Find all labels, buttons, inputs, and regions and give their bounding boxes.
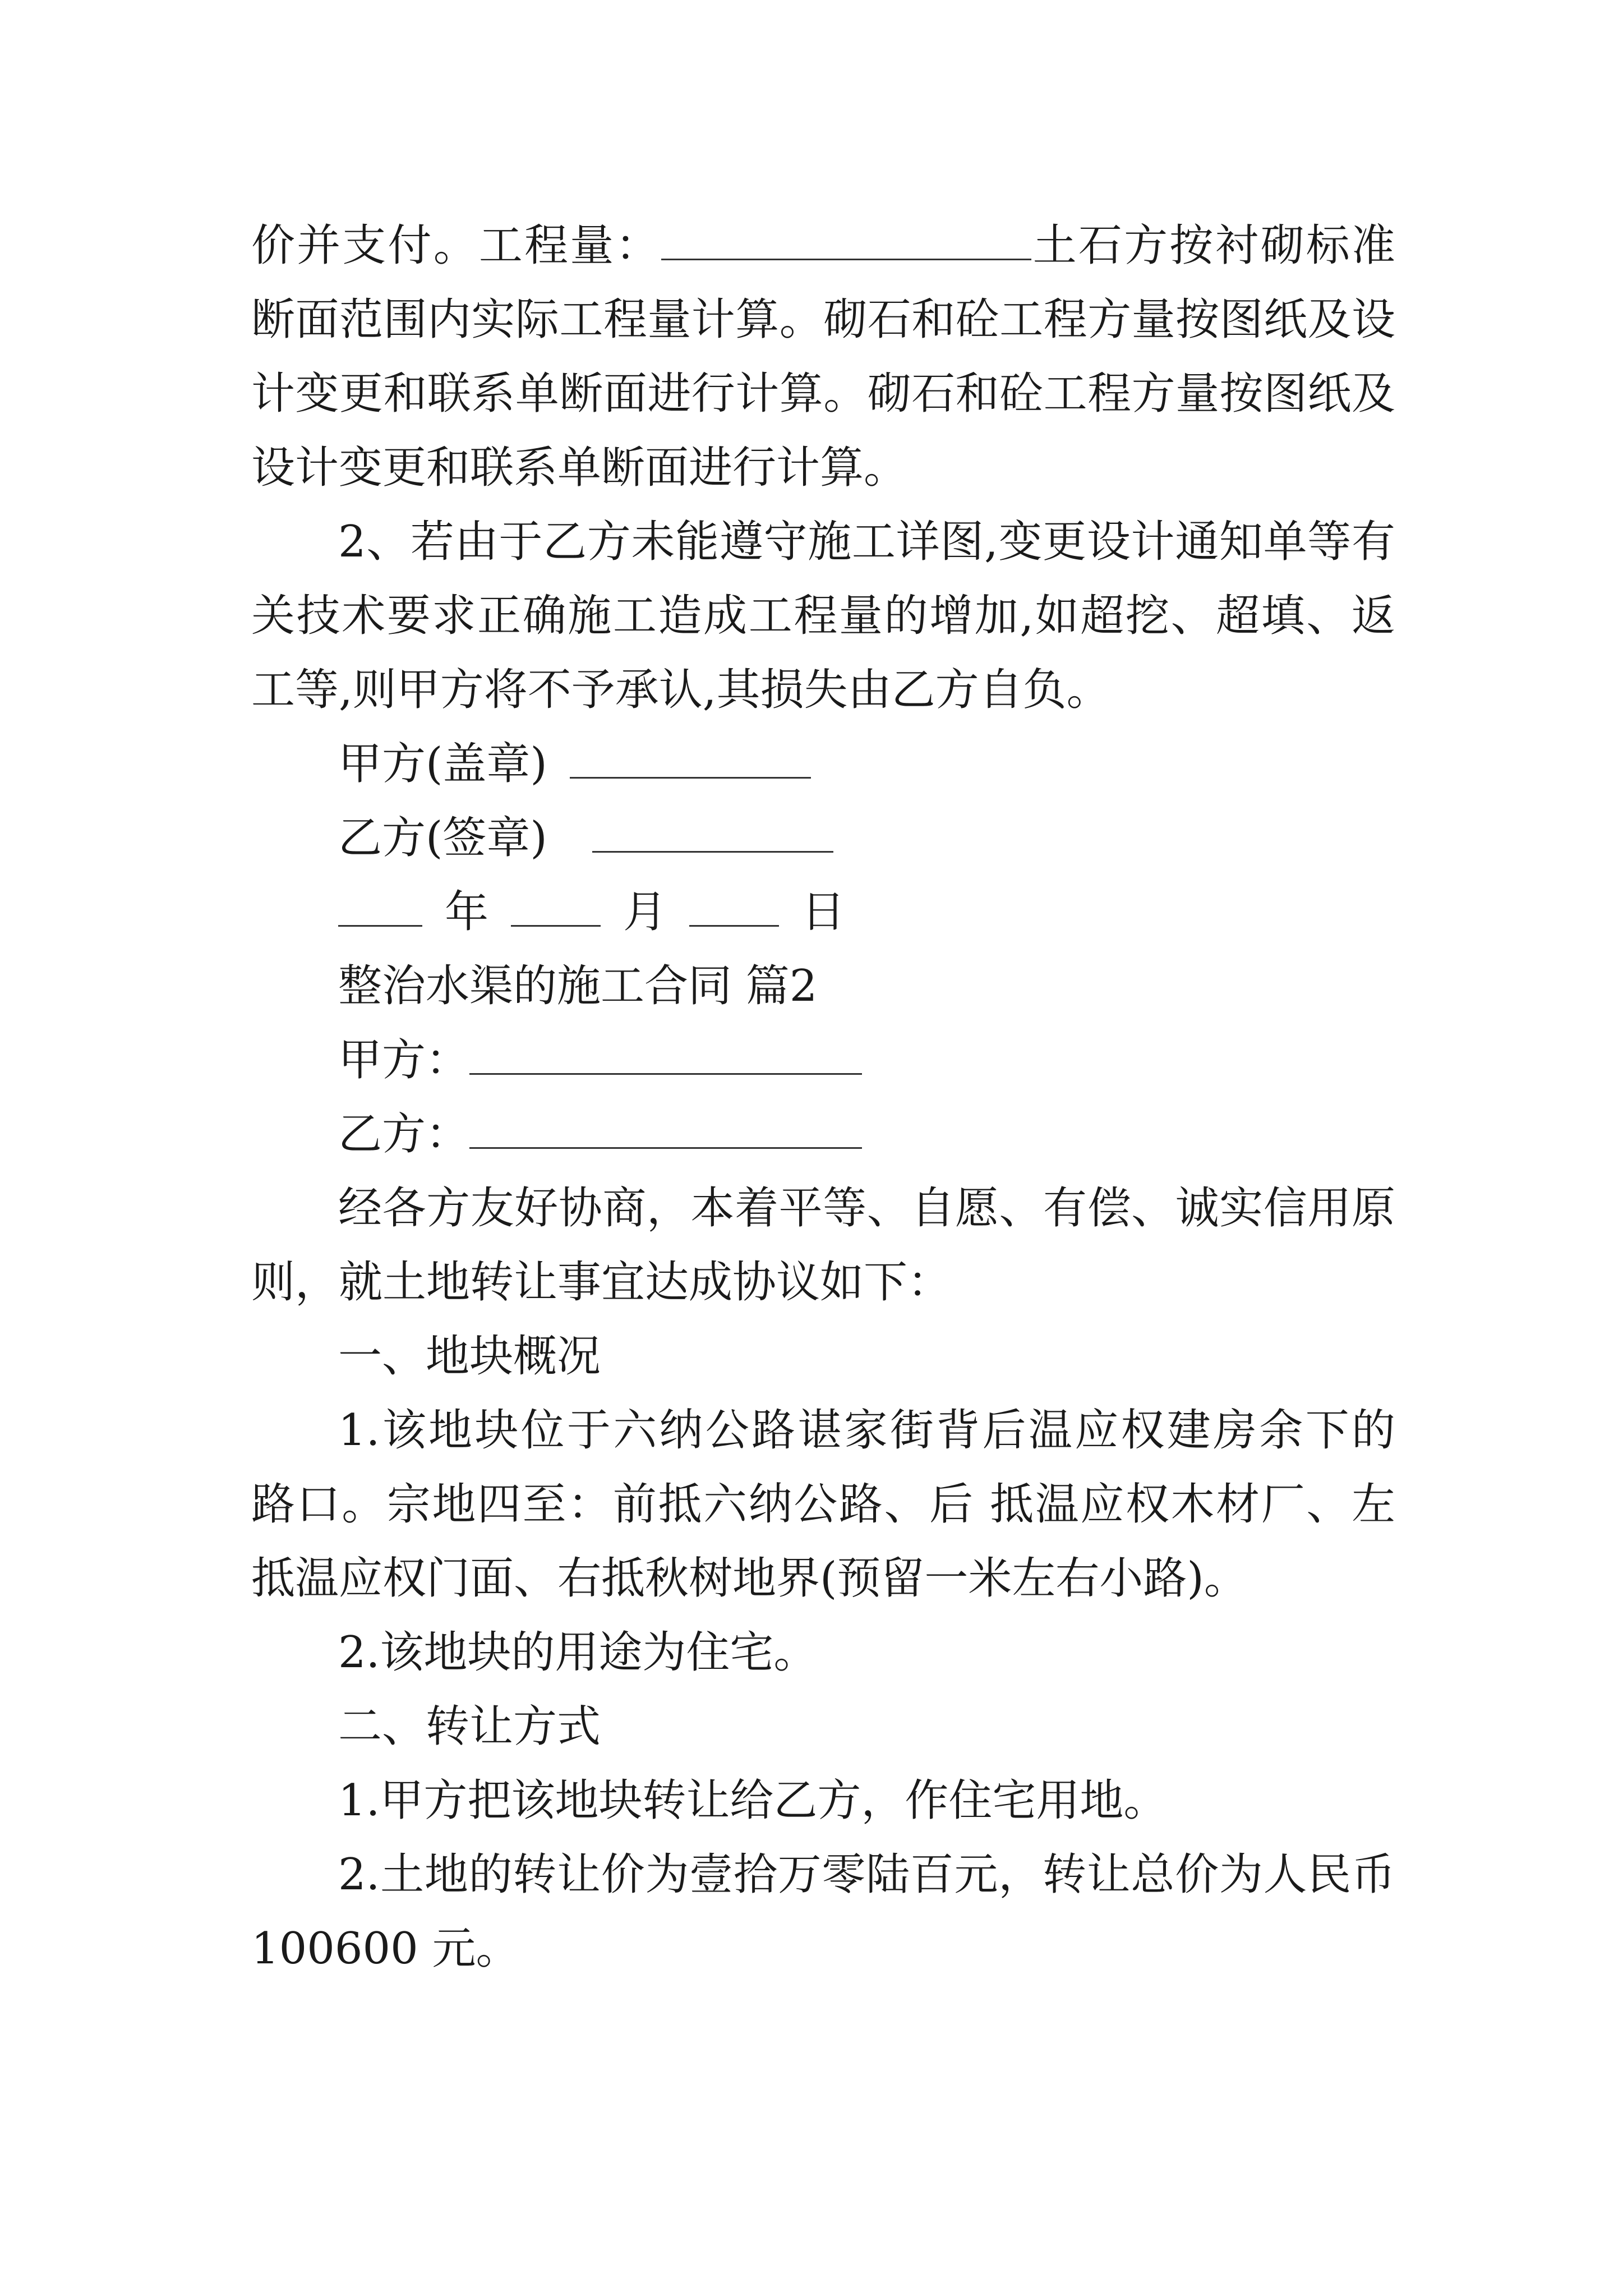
item-1-1-line3: 抵温应权门面、右抵秋树地界(预留一米左右小路)。 — [251, 1553, 1248, 1604]
party-b-line: 乙方： — [338, 1097, 1395, 1171]
para1-line3: 计变更和联系单断面进行计算。砌石和砼工程方量按图纸及 — [251, 369, 1395, 419]
intro-line2: 则，就土地转让事宜达成协议如下： — [251, 1257, 952, 1308]
item-2-1: 1.甲方把该地块转让给乙方，作住宅用地。 — [338, 1775, 1168, 1826]
heading-1: 一、地块概况 — [338, 1331, 601, 1382]
heading-2: 二、转让方式 — [338, 1701, 601, 1752]
para2-line2: 关技术要求正确施工造成工程量的增加,如超挖、超填、返 — [251, 591, 1395, 641]
para2-line1: 2、若由于乙方未能遵守施工详图,变更设计通知单等有 — [338, 517, 1395, 567]
item-1-1-line2: 路口。宗地四至：前抵六纳公路、后 抵温应权木材厂、左 — [251, 1479, 1395, 1530]
quantity-blank — [661, 222, 1031, 260]
party-a-seal-line: 甲方(盖章) — [338, 727, 1395, 801]
para1-line4: 设计变更和联系单断面进行计算。 — [251, 443, 908, 493]
item-1-2: 2.该地块的用途为住宅。 — [338, 1627, 818, 1678]
party-a-line: 甲方： — [338, 1023, 1395, 1097]
party-b-sign-line: 乙方(签章) — [338, 801, 1395, 875]
para1-line1: 价并支付。工程量： 土石方按衬砌标准 — [251, 220, 1395, 271]
year-blank — [338, 888, 422, 927]
section-title: 整治水渠的施工合同 篇2 — [338, 961, 818, 1011]
date-line: 年 月 日 — [338, 875, 1395, 949]
para2-line3: 工等,则甲方将不予承认,其损失由乙方自负。 — [251, 665, 1110, 715]
item-1-1-line1: 1.该地块位于六纳公路谌家街背后温应权建房余下的 — [338, 1405, 1395, 1456]
intro-line1: 经各方友好协商，本着平等、自愿、有偿、诚实信用原 — [338, 1183, 1395, 1234]
day-blank — [689, 888, 779, 927]
item-2-2-line2: 100600 元。 — [251, 1924, 520, 1974]
para1-line2: 断面范围内实际工程量计算。砌石和砼工程方量按图纸及设 — [251, 295, 1395, 345]
party-a-seal-blank — [570, 740, 811, 779]
item-2-2-line1: 2.土地的转让价为壹拾万零陆百元，转让总价为人民币 — [338, 1849, 1395, 1900]
month-blank — [511, 888, 601, 927]
party-a-blank — [469, 1036, 862, 1075]
party-b-blank — [469, 1110, 862, 1149]
party-b-sign-blank — [592, 814, 833, 853]
